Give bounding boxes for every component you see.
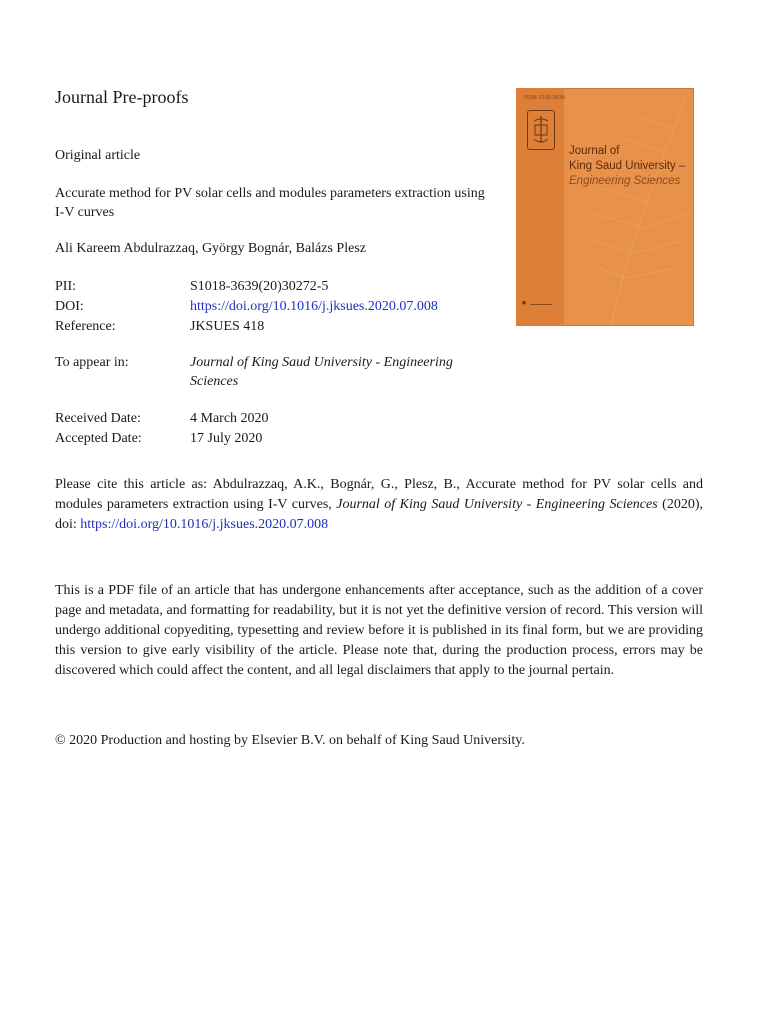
citation-journal: Journal of King Saud University - Engineering Sciences (336, 497, 658, 512)
accepted-date-label: Accepted Date: (55, 431, 142, 446)
pii-value: S1018-3639(20)30272-5 (190, 279, 329, 294)
received-date-value: 4 March 2020 (190, 411, 269, 426)
article-authors: Ali Kareem Abdulrazzaq, György Bognár, Balázs Plesz (55, 241, 366, 256)
cover-title-line-1: Journal of (569, 145, 620, 157)
reference-value: JKSUES 418 (190, 319, 265, 334)
cover-subtitle: Engineering Sciences (569, 175, 681, 187)
citation-paragraph (55, 475, 703, 535)
appear-in-label: To appear in: (55, 355, 129, 370)
citation-year: (2020), doi: (55, 497, 703, 532)
accepted-date-value: 17 July 2020 (190, 431, 263, 446)
journal-cover-image (516, 88, 694, 326)
pii-label: PII: (55, 279, 76, 294)
doi-link[interactable]: https://doi.org/10.1016/j.jksues.2020.07.008 (190, 299, 438, 314)
article-title-line-1: Accurate method for PV solar cells and modules parameters extraction using (55, 186, 485, 201)
cover-seal-emblem (527, 110, 555, 150)
received-date-label: Received Date: (55, 411, 141, 426)
citation-prefix: Please cite this article as: Abdulrazzaq, A.K., Bognár, G., Plesz, B., Accurate method for PV solar cells and modules parameters extraction using I-V curves, (55, 477, 703, 512)
appear-in-journal: Journal of King Saud University - Engineering Sciences (190, 355, 453, 389)
article-title (55, 184, 505, 222)
cover-title-line-2: King Saud University – (569, 160, 686, 172)
article-title-line-2: I-V curves (55, 205, 115, 220)
journal-pre-proofs-heading: Journal Pre-proofs (55, 87, 189, 107)
cover-title-block (569, 144, 693, 189)
copyright-notice: © 2020 Production and hosting by Elsevier B.V. on behalf of King Saud University. (55, 733, 525, 748)
article-type: Original article (55, 148, 141, 163)
cover-publisher-mark: ◼ (522, 300, 527, 306)
doi-label: DOI: (55, 299, 84, 314)
citation-doi-link[interactable]: https://doi.org/10.1016/j.jksues.2020.07.008 (80, 517, 329, 532)
seal-icon (530, 113, 552, 147)
reference-label: Reference: (55, 319, 116, 334)
disclaimer-paragraph: This is a PDF file of an article that has undergone enhancements after acceptance, such as the addition of a cover page and metadata, and formatting for readability, but it is not yet the definitive version of record. This version will undergo additional copyediting, typesetting and review before it is published in its final form, but we are providing this version to give early visibility of the article. Please note that, during the production process, errors may be discovered which could affect the content, and all legal disclaimers that apply to the journal pertain. (55, 583, 703, 678)
cover-issn: ISSN 1018-3639 (524, 95, 566, 101)
cover-footer-rule (530, 304, 552, 305)
